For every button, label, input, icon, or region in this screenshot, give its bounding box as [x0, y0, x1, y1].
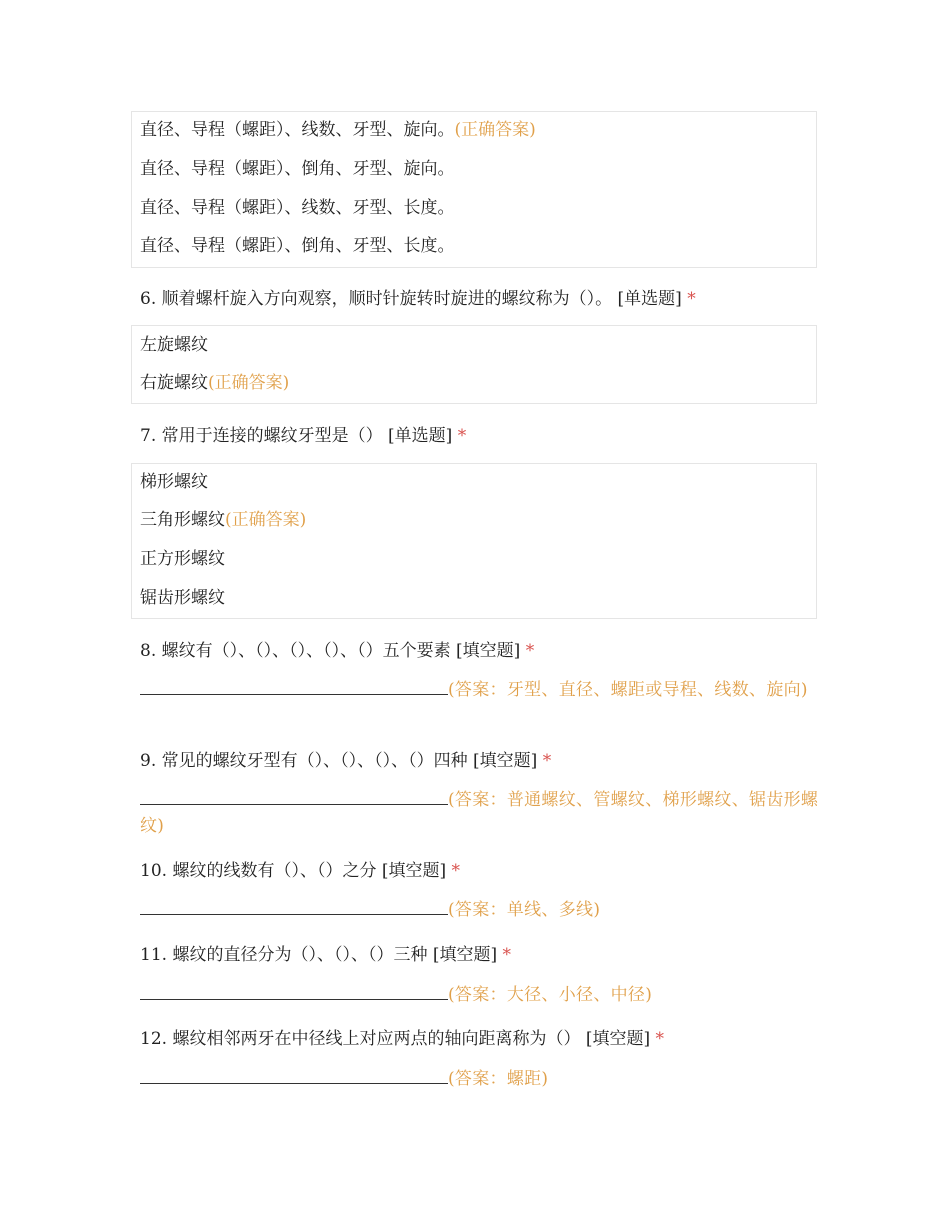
answer-text: (答案：单线、多线) [448, 900, 601, 920]
required-marker: * [655, 1029, 665, 1049]
q5-option-2[interactable]: 直径、导程（螺距）、倒角、牙型、旋向。 [140, 159, 455, 179]
required-marker: * [502, 945, 512, 965]
fill-line[interactable] [140, 786, 448, 805]
answer-text: (答案：螺距) [448, 1069, 549, 1089]
q7-option-4[interactable]: 锯齿形螺纹 [140, 588, 225, 608]
correct-answer-tag: (正确答案) [225, 510, 307, 530]
fill-line[interactable] [140, 1065, 448, 1084]
answer-text: (答案：大径、小径、中径) [448, 985, 653, 1005]
correct-answer-tag: (正确答案) [208, 373, 290, 393]
q8-answer-blank[interactable] [140, 676, 820, 703]
q5-option-3[interactable]: 直径、导程（螺距）、线数、牙型、长度。 [140, 198, 455, 218]
q6-option-2[interactable]: 右旋螺纹(正确答案) [140, 373, 290, 393]
required-marker: * [457, 426, 467, 446]
required-marker: * [542, 751, 552, 771]
correct-answer-tag: (正确答案) [454, 120, 536, 140]
q9-title: 9. 常见的螺纹牙型有（）、（）、（）、（）四种 [填空题] * [140, 751, 552, 771]
required-marker: * [525, 641, 535, 661]
q12-answer-blank[interactable] [140, 1065, 820, 1092]
answer-text: (答案：牙型、直径、螺距或导程、线数、旋向) [448, 680, 808, 700]
required-marker: * [451, 861, 461, 881]
fill-line[interactable] [140, 676, 448, 695]
fill-line[interactable] [140, 896, 448, 915]
fill-line[interactable] [140, 981, 448, 1000]
q11-answer-blank[interactable] [140, 981, 820, 1008]
q7-option-1[interactable]: 梯形螺纹 [140, 472, 208, 492]
q11-title: 11. 螺纹的直径分为（）、（）、（）三种 [填空题] * [140, 945, 512, 965]
q7-option-3[interactable]: 正方形螺纹 [140, 549, 225, 569]
q7-title: 7. 常用于连接的螺纹牙型是（） [单选题] * [140, 426, 467, 446]
q8-title: 8. 螺纹有（）、（）、（）、（）、（）五个要素 [填空题] * [140, 641, 535, 661]
q7-option-2[interactable]: 三角形螺纹(正确答案) [140, 510, 307, 530]
q10-title: 10. 螺纹的线数有（）、（）之分 [填空题] * [140, 861, 461, 881]
q6-title: 6. 顺着螺杆旋入方向观察，顺时针旋转时旋进的螺纹称为（）。 [单选题] * [140, 289, 696, 309]
q12-title: 12. 螺纹相邻两牙在中径线上对应两点的轴向距离称为（） [填空题] * [140, 1029, 665, 1049]
q10-answer-blank[interactable] [140, 896, 820, 923]
q6-option-1[interactable]: 左旋螺纹 [140, 335, 208, 355]
q7-options-box [131, 463, 817, 619]
q9-answer-blank[interactable] [140, 786, 820, 839]
q5-option-1[interactable]: 直径、导程（螺距）、线数、牙型、旋向。(正确答案) [140, 120, 536, 140]
answer-text: (答案：普通螺纹、管螺纹、梯形螺纹、锯齿形螺纹) [140, 790, 819, 836]
q5-option-4[interactable]: 直径、导程（螺距）、倒角、牙型、长度。 [140, 236, 455, 256]
required-marker: * [687, 289, 696, 309]
